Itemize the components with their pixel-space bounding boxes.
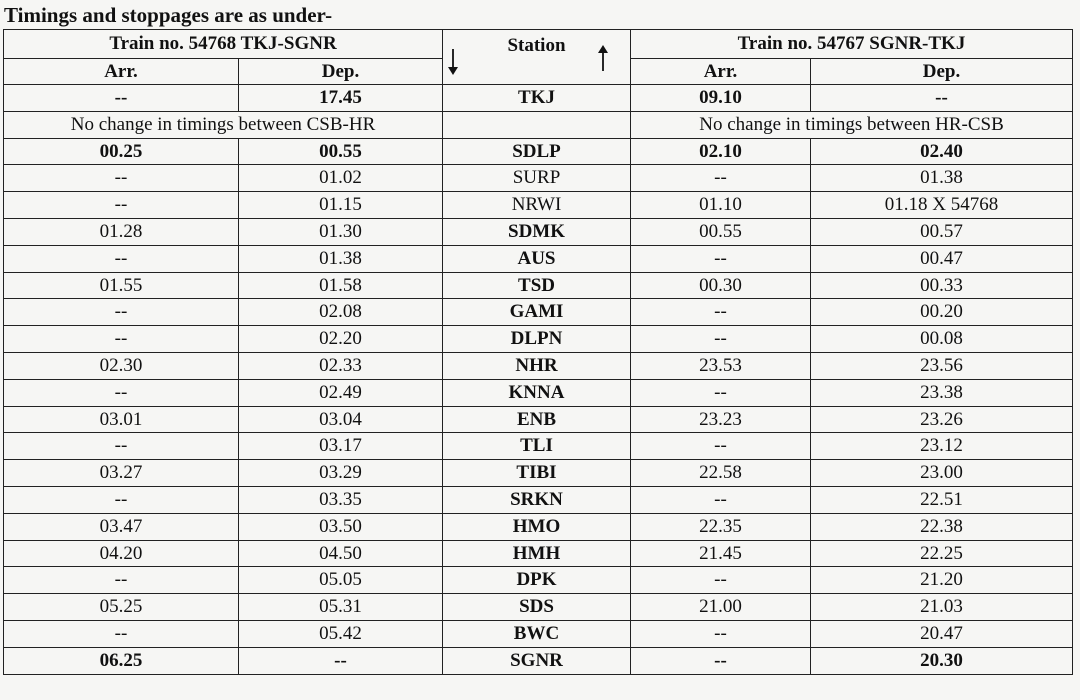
up-arr-cell: --	[631, 326, 811, 353]
down-arr-cell: --	[4, 567, 239, 594]
up-arr-cell: --	[631, 245, 811, 272]
down-dep-cell: 03.35	[239, 486, 443, 513]
up-arr-cell: --	[631, 433, 811, 460]
down-arr-cell: 04.20	[4, 540, 239, 567]
table-row	[4, 299, 1073, 326]
table-row	[4, 594, 1073, 621]
down-arrow-icon	[446, 48, 460, 76]
down-dep-cell: 05.31	[239, 594, 443, 621]
up-arrow-icon	[596, 44, 610, 72]
down-dep-cell: 01.02	[239, 165, 443, 192]
up-arr-cell: --	[631, 165, 811, 192]
station-header	[443, 30, 631, 85]
down-arr-cell: --	[4, 326, 239, 353]
note-row	[4, 111, 1073, 138]
up-dep-cell: 22.51	[811, 486, 1073, 513]
station-cell: TKJ	[443, 85, 631, 112]
down-arr-header: Arr.	[4, 59, 239, 85]
up-arr-cell: 22.35	[631, 513, 811, 540]
down-dep-cell: 01.15	[239, 192, 443, 219]
station-cell: DLPN	[443, 326, 631, 353]
up-arr-cell: 21.00	[631, 594, 811, 621]
table-row	[4, 460, 1073, 487]
down-dep-cell: 03.04	[239, 406, 443, 433]
table-row	[4, 192, 1073, 219]
up-dep-cell: 21.20	[811, 567, 1073, 594]
table-row	[4, 620, 1073, 647]
down-arr-cell: --	[4, 486, 239, 513]
down-dep-cell: --	[239, 647, 443, 674]
up-dep-cell: 00.20	[811, 299, 1073, 326]
up-arr-cell: --	[631, 647, 811, 674]
down-dep-cell: 05.42	[239, 620, 443, 647]
up-arr-cell: 22.58	[631, 460, 811, 487]
station-cell: AUS	[443, 245, 631, 272]
station-cell: SDS	[443, 594, 631, 621]
station-cell: BWC	[443, 620, 631, 647]
down-dep-cell: 03.29	[239, 460, 443, 487]
down-dep-cell: 02.33	[239, 352, 443, 379]
up-dep-cell: 22.38	[811, 513, 1073, 540]
station-cell: KNNA	[443, 379, 631, 406]
up-dep-cell: 20.47	[811, 620, 1073, 647]
up-arr-cell: 23.53	[631, 352, 811, 379]
down-dep-cell: 02.49	[239, 379, 443, 406]
down-dep-cell: 01.58	[239, 272, 443, 299]
station-cell: DPK	[443, 567, 631, 594]
table-row	[4, 272, 1073, 299]
down-arr-cell: --	[4, 192, 239, 219]
down-dep-cell: 03.17	[239, 433, 443, 460]
up-dep-cell: 00.08	[811, 326, 1073, 353]
up-dep-cell: 00.47	[811, 245, 1073, 272]
down-arr-cell: --	[4, 85, 239, 112]
down-arr-cell: --	[4, 620, 239, 647]
up-dep-cell: 01.18 X 54768	[811, 192, 1073, 219]
down-dep-cell: 02.20	[239, 326, 443, 353]
table-row	[4, 245, 1073, 272]
up-train-title: Train no. 54767 SGNR-TKJ	[631, 30, 1073, 59]
up-dep-cell: 20.30	[811, 647, 1073, 674]
table-row	[4, 85, 1073, 112]
up-dep-cell: 23.12	[811, 433, 1073, 460]
down-arr-cell: --	[4, 299, 239, 326]
station-cell: TSD	[443, 272, 631, 299]
up-dep-cell: --	[811, 85, 1073, 112]
up-arr-header: Arr.	[631, 59, 811, 85]
down-arr-cell: --	[4, 433, 239, 460]
station-cell: SRKN	[443, 486, 631, 513]
down-arr-cell: 01.55	[4, 272, 239, 299]
table-row	[4, 406, 1073, 433]
up-dep-cell: 02.40	[811, 138, 1073, 165]
up-arr-cell: 02.10	[631, 138, 811, 165]
down-arr-cell: --	[4, 379, 239, 406]
table-row	[4, 513, 1073, 540]
station-cell: GAMI	[443, 299, 631, 326]
down-dep-cell: 01.30	[239, 218, 443, 245]
table-row	[4, 218, 1073, 245]
down-arr-cell: 06.25	[4, 647, 239, 674]
up-dep-cell: 23.00	[811, 460, 1073, 487]
down-dep-header: Dep.	[239, 59, 443, 85]
up-dep-cell: 23.26	[811, 406, 1073, 433]
up-dep-cell: 21.03	[811, 594, 1073, 621]
down-train-title: Train no. 54768 TKJ-SGNR	[4, 30, 443, 59]
table-row	[4, 352, 1073, 379]
down-dep-cell: 05.05	[239, 567, 443, 594]
station-cell: HMH	[443, 540, 631, 567]
station-cell: SDMK	[443, 218, 631, 245]
station-cell: SDLP	[443, 138, 631, 165]
up-arr-cell: --	[631, 299, 811, 326]
down-dep-cell: 01.38	[239, 245, 443, 272]
table-row	[4, 165, 1073, 192]
up-dep-header: Dep.	[811, 59, 1073, 85]
table-row	[4, 379, 1073, 406]
timetable	[3, 29, 1073, 675]
station-cell: NRWI	[443, 192, 631, 219]
down-note: No change in timings between CSB-HR	[4, 111, 443, 138]
table-row	[4, 647, 1073, 674]
up-arr-cell: 00.55	[631, 218, 811, 245]
down-dep-cell: 17.45	[239, 85, 443, 112]
table-row	[4, 486, 1073, 513]
up-dep-cell: 23.56	[811, 352, 1073, 379]
down-dep-cell: 00.55	[239, 138, 443, 165]
up-arr-cell: 21.45	[631, 540, 811, 567]
up-arr-cell: 09.10	[631, 85, 811, 112]
table-row	[4, 326, 1073, 353]
note-empty-cell	[443, 111, 631, 138]
station-cell: HMO	[443, 513, 631, 540]
down-arr-cell: --	[4, 165, 239, 192]
up-arr-cell: --	[631, 379, 811, 406]
up-dep-cell: 22.25	[811, 540, 1073, 567]
up-arr-cell: --	[631, 567, 811, 594]
down-dep-cell: 03.50	[239, 513, 443, 540]
up-dep-cell: 23.38	[811, 379, 1073, 406]
down-arr-cell: 02.30	[4, 352, 239, 379]
station-label: Station	[507, 35, 566, 56]
station-cell: TIBI	[443, 460, 631, 487]
down-arr-cell: 03.27	[4, 460, 239, 487]
up-arr-cell: 23.23	[631, 406, 811, 433]
down-arr-cell: 05.25	[4, 594, 239, 621]
station-cell: TLI	[443, 433, 631, 460]
table-row	[4, 540, 1073, 567]
up-note: No change in timings between HR-CSB	[631, 111, 1073, 138]
down-arr-cell: 03.01	[4, 406, 239, 433]
down-arr-cell: 01.28	[4, 218, 239, 245]
down-dep-cell: 02.08	[239, 299, 443, 326]
down-arr-cell: 00.25	[4, 138, 239, 165]
up-dep-cell: 01.38	[811, 165, 1073, 192]
down-arr-cell: 03.47	[4, 513, 239, 540]
table-row	[4, 433, 1073, 460]
table-row	[4, 138, 1073, 165]
up-arr-cell: --	[631, 620, 811, 647]
station-cell: SURP	[443, 165, 631, 192]
up-dep-cell: 00.57	[811, 218, 1073, 245]
station-cell: NHR	[443, 352, 631, 379]
station-cell: ENB	[443, 406, 631, 433]
page-heading: Timings and stoppages are as under-	[4, 3, 333, 27]
table-row	[4, 567, 1073, 594]
down-arr-cell: --	[4, 245, 239, 272]
station-cell: SGNR	[443, 647, 631, 674]
up-arr-cell: 00.30	[631, 272, 811, 299]
down-dep-cell: 04.50	[239, 540, 443, 567]
up-arr-cell: 01.10	[631, 192, 811, 219]
up-dep-cell: 00.33	[811, 272, 1073, 299]
up-arr-cell: --	[631, 486, 811, 513]
